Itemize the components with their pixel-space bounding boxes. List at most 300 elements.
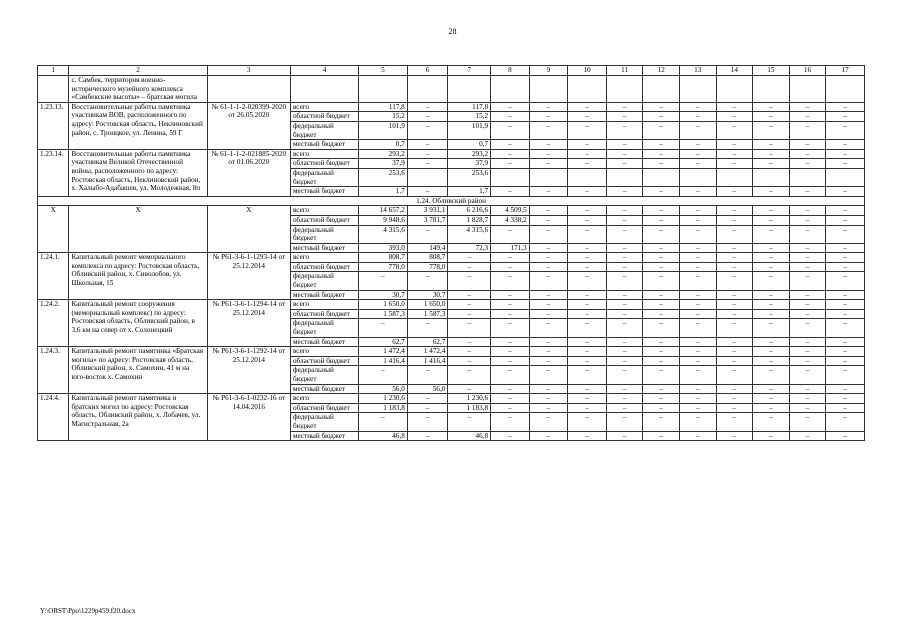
value-cell: – [606, 384, 643, 394]
funding-source: областной бюджет [290, 262, 358, 272]
value-cell: – [529, 394, 568, 404]
value-cell: – [826, 309, 865, 319]
value-cell: – [568, 225, 607, 243]
funding-source: федеральный бюджет [290, 225, 358, 243]
value-cell: – [716, 347, 753, 357]
value-cell: – [529, 206, 568, 216]
value-cell: – [789, 121, 826, 139]
section-row [38, 196, 865, 206]
column-number-15: 15 [753, 66, 790, 76]
value-cell: 808,7 [359, 253, 408, 263]
value-cell: – [826, 272, 865, 290]
value-cell: – [606, 102, 643, 112]
value-cell: – [679, 300, 716, 310]
item-document: № Р61-3-6-1-0232-16 от 14.04.2016 [207, 394, 290, 441]
value-cell: – [679, 140, 716, 150]
value-cell: 253,6 [359, 168, 408, 186]
value-cell: – [716, 403, 753, 413]
value-cell: – [679, 149, 716, 159]
value-cell: – [407, 102, 448, 112]
value-cell: – [789, 159, 826, 169]
funding-source: местный бюджет [290, 187, 358, 197]
value-cell: – [529, 149, 568, 159]
value-cell: – [826, 300, 865, 310]
value-cell: – [568, 413, 607, 431]
value-cell: – [679, 112, 716, 122]
funding-source: всего [290, 149, 358, 159]
value-cell: – [753, 403, 790, 413]
value-cell: – [529, 121, 568, 139]
value-cell: – [606, 319, 643, 337]
value-cell: – [753, 159, 790, 169]
value-cell: 56,0 [359, 384, 408, 394]
value-cell: – [606, 309, 643, 319]
value-cell: 171,3 [491, 243, 530, 253]
value-cell: – [789, 140, 826, 150]
value-cell: – [716, 272, 753, 290]
value-cell: – [448, 290, 491, 300]
value-cell: 15,2 [359, 112, 408, 122]
funding-source: областной бюджет [290, 356, 358, 366]
value-cell: – [568, 149, 607, 159]
value-cell: – [789, 384, 826, 394]
value-cell: – [529, 187, 568, 197]
value-cell: 37,9 [359, 159, 408, 169]
value-cell: – [643, 149, 680, 159]
value-cell: – [716, 337, 753, 347]
funding-source: федеральный бюджет [290, 272, 358, 290]
value-cell: – [491, 337, 530, 347]
value-cell: – [826, 159, 865, 169]
file-path-footer: Y:\ORST\Ppo\1229p459.f20.docx [40, 607, 136, 615]
value-cell: – [789, 356, 826, 366]
value-cell: – [568, 187, 607, 197]
value-cell: 3 781,7 [407, 215, 448, 225]
value-cell: 1,7 [359, 187, 408, 197]
value-cell: – [716, 300, 753, 310]
value-cell: – [643, 413, 680, 431]
value-cell: – [789, 337, 826, 347]
value-cell: – [789, 431, 826, 441]
value-cell: – [789, 262, 826, 272]
column-number-8: 8 [491, 66, 530, 76]
value-cell: – [491, 149, 530, 159]
value-cell: – [789, 149, 826, 159]
value-cell: – [643, 159, 680, 169]
funding-source: областной бюджет [290, 215, 358, 225]
value-cell: – [529, 413, 568, 431]
value-cell: – [491, 309, 530, 319]
value-cell: – [568, 309, 607, 319]
value-cell: – [568, 243, 607, 253]
value-cell: – [826, 319, 865, 337]
value-cell: – [606, 253, 643, 263]
value-cell: – [529, 243, 568, 253]
value-cell [606, 76, 643, 103]
value-cell: – [643, 206, 680, 216]
value-cell: – [826, 356, 865, 366]
funding-source: областной бюджет [290, 159, 358, 169]
value-cell: – [448, 413, 491, 431]
value-cell: – [606, 356, 643, 366]
value-cell: – [643, 121, 680, 139]
funding-source: местный бюджет [290, 384, 358, 394]
value-cell: – [826, 140, 865, 150]
value-cell: – [826, 413, 865, 431]
value-cell: 4 315,6 [448, 225, 491, 243]
value-cell: – [679, 225, 716, 243]
funding-source: всего [290, 206, 358, 216]
value-cell: – [643, 272, 680, 290]
item-number [38, 76, 69, 103]
value-cell: – [826, 112, 865, 122]
value-cell: – [448, 253, 491, 263]
value-cell: 117,8 [359, 102, 408, 112]
value-cell: – [529, 347, 568, 357]
value-cell: – [568, 253, 607, 263]
value-cell: – [789, 366, 826, 384]
value-cell: – [448, 337, 491, 347]
value-cell: – [568, 159, 607, 169]
column-number-9: 9 [529, 66, 568, 76]
value-cell: – [529, 159, 568, 169]
value-cell: – [448, 262, 491, 272]
funding-source: местный бюджет [290, 290, 358, 300]
value-cell: – [606, 121, 643, 139]
value-cell: – [491, 384, 530, 394]
value-cell [753, 168, 790, 186]
value-cell: – [643, 102, 680, 112]
value-cell: – [789, 347, 826, 357]
item-document: № 61-1-1-2-020399-2020 от 26.05.2020 [207, 102, 290, 149]
value-cell: – [643, 262, 680, 272]
value-cell: – [568, 300, 607, 310]
item-name: Х [69, 206, 207, 253]
value-cell: – [679, 347, 716, 357]
value-cell: – [789, 413, 826, 431]
value-cell: – [643, 140, 680, 150]
funding-source: федеральный бюджет [290, 319, 358, 337]
value-cell: 293,2 [448, 149, 491, 159]
value-cell: – [789, 253, 826, 263]
value-cell: – [643, 394, 680, 404]
value-cell: – [753, 225, 790, 243]
value-cell: – [716, 121, 753, 139]
value-cell: – [716, 206, 753, 216]
value-cell: 6 216,6 [448, 206, 491, 216]
value-cell [643, 168, 680, 186]
value-cell: – [407, 403, 448, 413]
value-cell [789, 76, 826, 103]
value-cell: – [448, 300, 491, 310]
value-cell: – [753, 215, 790, 225]
value-cell: – [529, 112, 568, 122]
value-cell: – [679, 319, 716, 337]
value-cell: 15,2 [448, 112, 491, 122]
value-cell [407, 168, 448, 186]
funding-source: всего [290, 347, 358, 357]
value-cell: – [529, 300, 568, 310]
funding-source: всего [290, 300, 358, 310]
value-cell: – [529, 431, 568, 441]
value-cell: – [407, 225, 448, 243]
value-cell: – [568, 206, 607, 216]
column-number-6: 6 [407, 66, 448, 76]
value-cell: – [789, 243, 826, 253]
value-cell: – [491, 431, 530, 441]
value-cell: – [491, 290, 530, 300]
value-cell: – [491, 225, 530, 243]
item-name: с. Самбек, территория военно-исторического музейного комплекса «Самбекские высоты» – братская могила [69, 76, 207, 103]
value-cell: – [529, 384, 568, 394]
value-cell: – [753, 347, 790, 357]
value-cell: – [716, 319, 753, 337]
funding-source: областной бюджет [290, 309, 358, 319]
value-cell: – [606, 215, 643, 225]
value-cell: – [826, 337, 865, 347]
value-cell [826, 76, 865, 103]
value-cell: – [826, 290, 865, 300]
value-cell: – [716, 159, 753, 169]
table-row [38, 76, 865, 103]
value-cell: 46,8 [448, 431, 491, 441]
column-number-14: 14 [716, 66, 753, 76]
value-cell: – [491, 394, 530, 404]
funding-source: федеральный бюджет [290, 168, 358, 186]
value-cell: – [407, 272, 448, 290]
table-row [38, 347, 865, 357]
item-name: Капитальный ремонт памятника и братских могил по адресу: Ростовская область, Обливский район, х. Лобачев, ул. Магистральная, 2а [69, 394, 207, 441]
column-number-11: 11 [606, 66, 643, 76]
value-cell [568, 76, 607, 103]
column-number-1: 1 [38, 66, 69, 76]
value-cell: – [568, 356, 607, 366]
value-cell: 46,8 [359, 431, 408, 441]
value-cell: – [568, 121, 607, 139]
value-cell: – [529, 290, 568, 300]
value-cell: – [679, 215, 716, 225]
table-row [38, 253, 865, 263]
value-cell: – [568, 431, 607, 441]
value-cell: – [491, 102, 530, 112]
item-name: Капитальный ремонт мемориального комплекса по адресу: Ростовская область, Обливский район, х. Сиволобов, ул. Школьная, 15 [69, 253, 207, 300]
value-cell: 0,7 [448, 140, 491, 150]
value-cell: – [643, 290, 680, 300]
value-cell: – [753, 319, 790, 337]
funding-source: всего [290, 253, 358, 263]
table-row [38, 102, 865, 112]
value-cell [606, 168, 643, 186]
value-cell: – [826, 206, 865, 216]
value-cell: – [643, 253, 680, 263]
value-cell: – [568, 337, 607, 347]
value-cell: – [529, 319, 568, 337]
value-cell [359, 76, 408, 103]
value-cell: – [407, 159, 448, 169]
value-cell [679, 76, 716, 103]
value-cell: – [753, 112, 790, 122]
column-number-7: 7 [448, 66, 491, 76]
value-cell: – [568, 102, 607, 112]
value-cell: – [568, 319, 607, 337]
value-cell: – [359, 272, 408, 290]
funding-source: федеральный бюджет [290, 413, 358, 431]
value-cell: – [826, 366, 865, 384]
header-row [38, 66, 865, 76]
item-number: 1.24.1. [38, 253, 69, 300]
value-cell: – [529, 309, 568, 319]
value-cell: – [679, 121, 716, 139]
value-cell: – [679, 262, 716, 272]
value-cell: – [789, 319, 826, 337]
value-cell: – [679, 384, 716, 394]
value-cell: – [407, 121, 448, 139]
item-name: Восстановительные работы памятника участникам ВОВ, расположенного по адресу: Ростовская область, Неклиновский район, с. Троицкое, ул. Ленина, 59 Г [69, 102, 207, 149]
value-cell: – [789, 187, 826, 197]
value-cell [491, 76, 530, 103]
value-cell: 62,7 [407, 337, 448, 347]
value-cell: – [568, 290, 607, 300]
value-cell: – [753, 337, 790, 347]
funding-source: федеральный бюджет [290, 366, 358, 384]
value-cell: – [529, 253, 568, 263]
value-cell: – [753, 366, 790, 384]
value-cell: – [789, 102, 826, 112]
column-number-10: 10 [568, 66, 607, 76]
value-cell: – [643, 187, 680, 197]
value-cell: – [753, 206, 790, 216]
value-cell: 808,7 [407, 253, 448, 263]
value-cell: – [716, 290, 753, 300]
value-cell [679, 168, 716, 186]
value-cell: – [789, 112, 826, 122]
value-cell: – [716, 394, 753, 404]
value-cell: 72,3 [448, 243, 491, 253]
value-cell: 4 315,6 [359, 225, 408, 243]
value-cell: – [568, 347, 607, 357]
table-row [38, 206, 865, 216]
value-cell: – [826, 215, 865, 225]
value-cell: – [606, 206, 643, 216]
value-cell: 62,7 [359, 337, 408, 347]
value-cell: – [826, 394, 865, 404]
item-name: Капитальный ремонт памятника «Братская могила» по адресу: Ростовская область, Обливский район, х. Самохин, 41 м на юго-восток х. Самохин [69, 347, 207, 394]
value-cell: – [753, 290, 790, 300]
value-cell: – [753, 394, 790, 404]
value-cell: 778,0 [407, 262, 448, 272]
value-cell [568, 168, 607, 186]
value-cell [789, 168, 826, 186]
value-cell [826, 168, 865, 186]
funding-source: местный бюджет [290, 140, 358, 150]
value-cell: – [448, 347, 491, 357]
value-cell: – [407, 319, 448, 337]
value-cell: – [606, 403, 643, 413]
value-cell: – [643, 403, 680, 413]
value-cell: – [491, 253, 530, 263]
value-cell: – [753, 309, 790, 319]
value-cell: – [491, 356, 530, 366]
value-cell: 4 338,2 [491, 215, 530, 225]
item-number: 1.23.13. [38, 102, 69, 149]
value-cell: 1 650,0 [407, 300, 448, 310]
value-cell [407, 76, 448, 103]
page-number: 28 [448, 27, 457, 36]
value-cell: – [491, 121, 530, 139]
value-cell: – [679, 290, 716, 300]
value-cell: – [826, 347, 865, 357]
value-cell: 1 587,3 [359, 309, 408, 319]
value-cell: – [606, 225, 643, 243]
item-number: 1.24.3. [38, 347, 69, 394]
value-cell: – [679, 403, 716, 413]
value-cell: – [716, 102, 753, 112]
value-cell: – [679, 356, 716, 366]
value-cell: – [643, 431, 680, 441]
value-cell: – [679, 187, 716, 197]
value-cell: 14 657,2 [359, 206, 408, 216]
value-cell: – [606, 394, 643, 404]
value-cell: – [529, 140, 568, 150]
value-cell: – [529, 102, 568, 112]
value-cell: – [826, 149, 865, 159]
value-cell: 393,0 [359, 243, 408, 253]
value-cell: – [716, 215, 753, 225]
value-cell: – [606, 243, 643, 253]
value-cell: – [606, 337, 643, 347]
value-cell: – [789, 290, 826, 300]
value-cell: – [826, 253, 865, 263]
value-cell: 1,7 [448, 187, 491, 197]
value-cell: – [679, 394, 716, 404]
value-cell: – [643, 319, 680, 337]
item-name: Восстановительные работы памятника участникам Великой Отечественной войны, расположенного по адресу: Ростовская область, Неклиновский район, х. Халыбо-Адабашев, ул. Молодежная, 8п [69, 149, 207, 196]
value-cell: – [606, 159, 643, 169]
value-cell: – [606, 262, 643, 272]
value-cell: 1 650,0 [359, 300, 408, 310]
value-cell: – [448, 309, 491, 319]
value-cell [448, 76, 491, 103]
value-cell: – [529, 366, 568, 384]
value-cell: – [491, 366, 530, 384]
value-cell: – [643, 112, 680, 122]
value-cell: 1 472,4 [359, 347, 408, 357]
value-cell [716, 76, 753, 103]
value-cell: – [491, 262, 530, 272]
funding-source: местный бюджет [290, 243, 358, 253]
value-cell: – [679, 366, 716, 384]
value-cell: – [448, 366, 491, 384]
funding-source: всего [290, 394, 358, 404]
value-cell: 1 183,8 [359, 403, 408, 413]
value-cell: 56,0 [407, 384, 448, 394]
value-cell: – [679, 159, 716, 169]
value-cell: – [716, 149, 753, 159]
value-cell: – [568, 366, 607, 384]
value-cell: – [359, 366, 408, 384]
table-row [38, 300, 865, 310]
value-cell: – [491, 413, 530, 431]
item-document: № Р61-3-6-1-1293-14 от 25.12.2014 [207, 253, 290, 300]
value-cell: – [529, 403, 568, 413]
value-cell: – [753, 243, 790, 253]
value-cell: – [448, 319, 491, 337]
value-cell: – [606, 413, 643, 431]
value-cell: – [448, 384, 491, 394]
column-number-4: 4 [290, 66, 358, 76]
column-number-3: 3 [207, 66, 290, 76]
value-cell: 9 948,6 [359, 215, 408, 225]
